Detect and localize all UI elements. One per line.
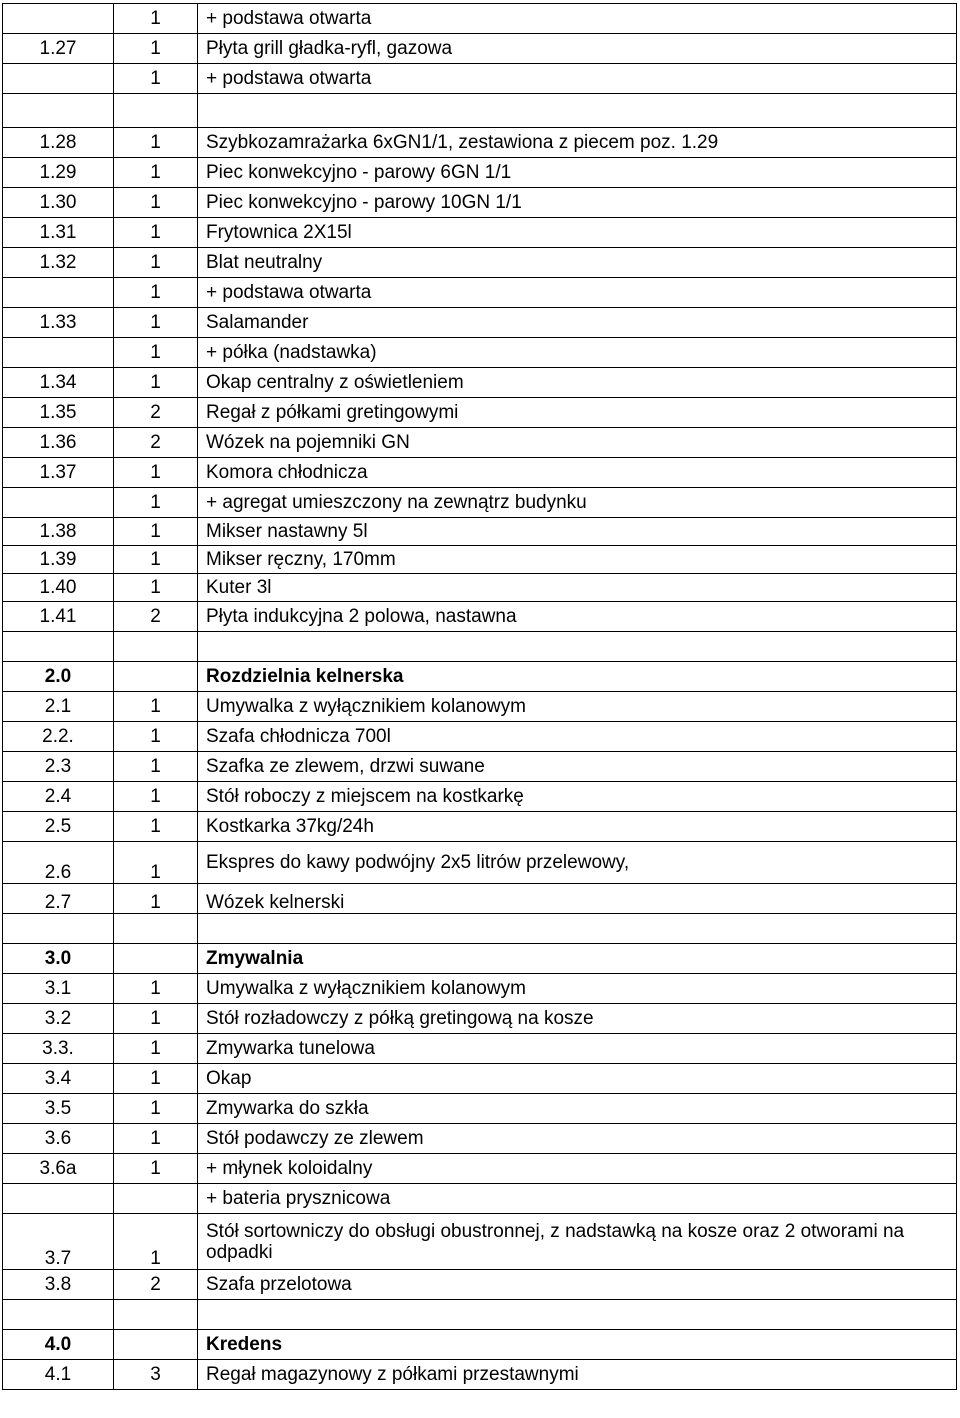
description-cell: Szafka ze zlewem, drzwi suwane — [198, 752, 957, 782]
item-number-cell: 3.6 — [3, 1124, 114, 1154]
table-row — [3, 458, 957, 488]
table-row — [3, 1124, 957, 1154]
table-row — [3, 1300, 957, 1330]
quantity-cell: 1 — [114, 842, 198, 884]
description-cell: Komora chłodnicza — [198, 458, 957, 488]
quantity-cell: 1 — [114, 1064, 198, 1094]
description-cell: Zmywarka tunelowa — [198, 1034, 957, 1064]
item-number-cell — [3, 278, 114, 308]
table-row — [3, 632, 957, 662]
quantity-cell: 1 — [114, 812, 198, 842]
quantity-cell: 1 — [114, 1124, 198, 1154]
table-row — [3, 338, 957, 368]
item-number-cell: 1.31 — [3, 218, 114, 248]
quantity-cell — [114, 914, 198, 944]
item-number-cell: 3.5 — [3, 1094, 114, 1124]
description-cell: Wózek kelnerski — [198, 884, 957, 914]
item-number-cell: 3.8 — [3, 1270, 114, 1300]
table-body — [3, 4, 957, 1390]
item-number-cell: 3.6a — [3, 1154, 114, 1184]
table-row — [3, 546, 957, 574]
table-row — [3, 1214, 957, 1270]
description-cell: + podstawa otwarta — [198, 4, 957, 34]
item-number-cell: 3.7 — [3, 1214, 114, 1270]
item-number-cell — [3, 338, 114, 368]
description-cell: Kredens — [198, 1330, 957, 1360]
quantity-cell: 1 — [114, 1154, 198, 1184]
description-cell: Szafa przelotowa — [198, 1270, 957, 1300]
quantity-cell: 1 — [114, 278, 198, 308]
table-row — [3, 1184, 957, 1214]
quantity-cell — [114, 1300, 198, 1330]
quantity-cell: 1 — [114, 692, 198, 722]
description-cell: Mikser ręczny, 170mm — [198, 546, 957, 574]
description-cell: Okap centralny z oświetleniem — [198, 368, 957, 398]
description-cell: Szafa chłodnicza 700l — [198, 722, 957, 752]
quantity-cell: 1 — [114, 4, 198, 34]
item-number-cell: 3.1 — [3, 974, 114, 1004]
description-cell: + agregat umieszczony na zewnątrz budynku — [198, 488, 957, 518]
quantity-cell: 1 — [114, 884, 198, 914]
quantity-cell — [114, 1184, 198, 1214]
description-cell: Stół rozładowczy z półką gretingową na kosze — [198, 1004, 957, 1034]
equipment-table — [2, 3, 957, 1390]
description-cell: + półka (nadstawka) — [198, 338, 957, 368]
description-cell: Blat neutralny — [198, 248, 957, 278]
table-row — [3, 218, 957, 248]
item-number-cell — [3, 1184, 114, 1214]
description-cell: Szybkozamrażarka 6xGN1/1, zestawiona z piecem poz. 1.29 — [198, 128, 957, 158]
item-number-cell: 2.2. — [3, 722, 114, 752]
description-cell: + bateria prysznicowa — [198, 1184, 957, 1214]
table-row — [3, 158, 957, 188]
item-number-cell — [3, 632, 114, 662]
quantity-cell: 1 — [114, 782, 198, 812]
item-number-cell — [3, 64, 114, 94]
quantity-cell: 2 — [114, 1270, 198, 1300]
item-number-cell: 3.4 — [3, 1064, 114, 1094]
item-number-cell — [3, 1300, 114, 1330]
description-cell: Płyta indukcyjna 2 polowa, nastawna — [198, 602, 957, 632]
quantity-cell — [114, 632, 198, 662]
quantity-cell — [114, 944, 198, 974]
table-row — [3, 1094, 957, 1124]
description-cell: Zmywalnia — [198, 944, 957, 974]
quantity-cell: 1 — [114, 974, 198, 1004]
quantity-cell: 1 — [114, 546, 198, 574]
item-number-cell: 2.5 — [3, 812, 114, 842]
description-cell: Okap — [198, 1064, 957, 1094]
quantity-cell: 1 — [114, 458, 198, 488]
item-number-cell: 1.39 — [3, 546, 114, 574]
quantity-cell: 3 — [114, 1360, 198, 1390]
table-row — [3, 188, 957, 218]
quantity-cell: 1 — [114, 308, 198, 338]
item-number-cell: 2.6 — [3, 842, 114, 884]
table-row — [3, 602, 957, 632]
table-row — [3, 662, 957, 692]
description-cell: Piec konwekcyjno - parowy 6GN 1/1 — [198, 158, 957, 188]
item-number-cell: 1.30 — [3, 188, 114, 218]
table-row — [3, 1004, 957, 1034]
item-number-cell: 4.0 — [3, 1330, 114, 1360]
item-number-cell: 3.3. — [3, 1034, 114, 1064]
quantity-cell — [114, 662, 198, 692]
item-number-cell: 3.2 — [3, 1004, 114, 1034]
item-number-cell: 1.37 — [3, 458, 114, 488]
quantity-cell: 1 — [114, 518, 198, 546]
item-number-cell: 1.38 — [3, 518, 114, 546]
table-row — [3, 914, 957, 944]
item-number-cell — [3, 94, 114, 128]
item-number-cell: 3.0 — [3, 944, 114, 974]
item-number-cell: 1.40 — [3, 574, 114, 602]
description-cell: Zmywarka do szkła — [198, 1094, 957, 1124]
table-row — [3, 812, 957, 842]
description-cell: Salamander — [198, 308, 957, 338]
table-row — [3, 1330, 957, 1360]
description-cell: Ekspres do kawy podwójny 2x5 litrów przelewowy, — [198, 842, 957, 884]
table-row — [3, 278, 957, 308]
table-row — [3, 368, 957, 398]
item-number-cell: 1.34 — [3, 368, 114, 398]
quantity-cell: 1 — [114, 64, 198, 94]
table-row — [3, 692, 957, 722]
item-number-cell: 4.1 — [3, 1360, 114, 1390]
item-number-cell: 1.29 — [3, 158, 114, 188]
description-cell: Mikser nastawny 5l — [198, 518, 957, 546]
item-number-cell: 2.1 — [3, 692, 114, 722]
table-row — [3, 34, 957, 64]
table-row — [3, 722, 957, 752]
quantity-cell: 1 — [114, 338, 198, 368]
quantity-cell — [114, 94, 198, 128]
table-row — [3, 428, 957, 458]
table-row — [3, 94, 957, 128]
description-cell: Wózek na pojemniki GN — [198, 428, 957, 458]
description-cell: Regał z półkami gretingowymi — [198, 398, 957, 428]
quantity-cell: 1 — [114, 248, 198, 278]
table-row — [3, 64, 957, 94]
table-row — [3, 1360, 957, 1390]
item-number-cell: 2.4 — [3, 782, 114, 812]
description-cell: Stół podawczy ze zlewem — [198, 1124, 957, 1154]
quantity-cell: 1 — [114, 574, 198, 602]
description-cell — [198, 632, 957, 662]
item-number-cell: 1.36 — [3, 428, 114, 458]
quantity-cell: 1 — [114, 1034, 198, 1064]
quantity-cell: 1 — [114, 128, 198, 158]
quantity-cell: 1 — [114, 752, 198, 782]
description-cell: Rozdzielnia kelnerska — [198, 662, 957, 692]
item-number-cell: 1.32 — [3, 248, 114, 278]
item-number-cell — [3, 4, 114, 34]
item-number-cell: 1.41 — [3, 602, 114, 632]
description-cell: Umywalka z wyłącznikiem kolanowym — [198, 692, 957, 722]
table-row — [3, 1034, 957, 1064]
item-number-cell: 1.27 — [3, 34, 114, 64]
description-cell: Frytownica 2X15l — [198, 218, 957, 248]
quantity-cell: 2 — [114, 398, 198, 428]
description-cell: + podstawa otwarta — [198, 278, 957, 308]
table-row — [3, 574, 957, 602]
description-cell — [198, 914, 957, 944]
table-row — [3, 4, 957, 34]
quantity-cell: 1 — [114, 218, 198, 248]
quantity-cell: 1 — [114, 1094, 198, 1124]
table-row — [3, 884, 957, 914]
item-number-cell: 2.7 — [3, 884, 114, 914]
quantity-cell: 1 — [114, 488, 198, 518]
table-row — [3, 128, 957, 158]
description-cell: Kostkarka 37kg/24h — [198, 812, 957, 842]
table-row — [3, 398, 957, 428]
table-row — [3, 752, 957, 782]
description-cell: Płyta grill gładka-ryfl, gazowa — [198, 34, 957, 64]
table-row — [3, 782, 957, 812]
item-number-cell — [3, 488, 114, 518]
table-row — [3, 488, 957, 518]
table-row — [3, 308, 957, 338]
description-cell: + podstawa otwarta — [198, 64, 957, 94]
quantity-cell — [114, 1330, 198, 1360]
table-row — [3, 944, 957, 974]
quantity-cell: 1 — [114, 368, 198, 398]
table-row — [3, 1154, 957, 1184]
quantity-cell: 2 — [114, 428, 198, 458]
table-row — [3, 974, 957, 1004]
description-cell: Regał magazynowy z półkami przestawnymi — [198, 1360, 957, 1390]
table-row — [3, 1064, 957, 1094]
quantity-cell: 1 — [114, 722, 198, 752]
quantity-cell: 1 — [114, 1004, 198, 1034]
item-number-cell: 2.0 — [3, 662, 114, 692]
table-row — [3, 1270, 957, 1300]
item-number-cell: 1.33 — [3, 308, 114, 338]
quantity-cell: 1 — [114, 34, 198, 64]
item-number-cell: 1.28 — [3, 128, 114, 158]
description-cell — [198, 94, 957, 128]
description-cell: Piec konwekcyjno - parowy 10GN 1/1 — [198, 188, 957, 218]
description-cell: Umywalka z wyłącznikiem kolanowym — [198, 974, 957, 1004]
table-row — [3, 842, 957, 884]
description-cell: Stół roboczy z miejscem na kostkarkę — [198, 782, 957, 812]
description-cell — [198, 1300, 957, 1330]
description-cell: Stół sortowniczy do obsługi obustronnej, z nadstawką na kosze oraz 2 otworami na odpadki — [198, 1214, 957, 1270]
item-number-cell: 2.3 — [3, 752, 114, 782]
item-number-cell — [3, 914, 114, 944]
quantity-cell: 1 — [114, 1214, 198, 1270]
quantity-cell: 1 — [114, 188, 198, 218]
item-number-cell: 1.35 — [3, 398, 114, 428]
quantity-cell: 2 — [114, 602, 198, 632]
table-row — [3, 248, 957, 278]
quantity-cell: 1 — [114, 158, 198, 188]
description-cell: + młynek koloidalny — [198, 1154, 957, 1184]
description-cell: Kuter 3l — [198, 574, 957, 602]
table-row — [3, 518, 957, 546]
